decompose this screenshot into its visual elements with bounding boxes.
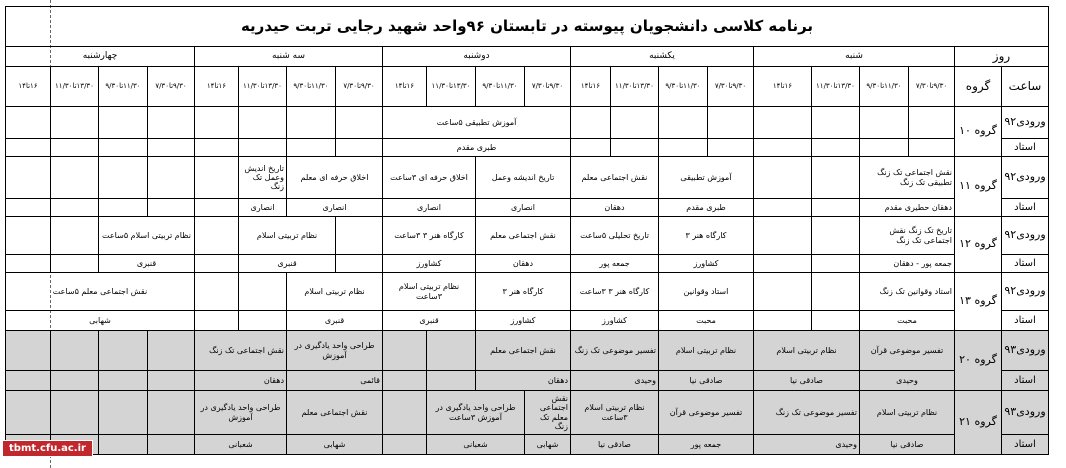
empty-cell (99, 157, 148, 199)
empty-cell (754, 199, 812, 217)
course-g21-tue-2: طراحی واحد یادگیری در آموزش (195, 391, 287, 435)
entry-g11: ورودی۹۲ (1002, 157, 1049, 199)
course-g12-mon-1: نقش اجتماعی معلم (476, 217, 571, 255)
empty-cell (99, 107, 148, 139)
empty-cell (195, 139, 239, 157)
empty-cell (51, 139, 99, 157)
empty-cell (336, 255, 383, 273)
slot-sat-4: ۱۶تا۱۴ (754, 67, 812, 107)
empty-cell (51, 157, 99, 199)
teacher-g11-sun-2: دهقان (571, 199, 659, 217)
course-g13-sun-1: استاد وقوانین (659, 273, 754, 311)
course-g20-tue-1: طراحی واحد یادگیری در آموزش (287, 331, 383, 371)
course-g13-sun-2: کارگاه هنر ۳ ۳ساعت (571, 273, 659, 311)
teacher-g11-mon-2: انصاری (383, 199, 476, 217)
group-g20: گروه ۲۰ (955, 331, 1002, 391)
course-g13-mon-1: کارگاه هنر ۳ (476, 273, 571, 311)
course-g20-tue-2: نقش اجتماعی تک زنگ (195, 331, 287, 371)
empty-cell (812, 217, 860, 255)
empty-cell (6, 331, 51, 371)
slot-mon-3: ۱۳/۳۰تا۱۱/۳۰ (427, 67, 476, 107)
empty-cell (51, 331, 99, 371)
empty-cell (611, 139, 659, 157)
empty-cell (239, 139, 287, 157)
empty-cell (708, 139, 754, 157)
empty-cell (571, 107, 611, 139)
empty-cell (51, 391, 99, 435)
course-g21-mon-2: طراحی واحد یادگیری در آموزش ۳ساعت (427, 391, 525, 435)
empty-cell (754, 217, 812, 255)
slot-tue-4: ۱۶تا۱۴ (195, 67, 239, 107)
empty-cell (99, 331, 148, 371)
day-wednesday: چهارشنبه (6, 47, 195, 67)
empty-cell (99, 139, 148, 157)
empty-cell (812, 255, 860, 273)
slot-tue-1: ۹/۳۰تا۷/۳۰ (336, 67, 383, 107)
entry-g10: ورودی۹۲ (1002, 107, 1049, 139)
slot-mon-1: ۹/۳۰تا۷/۳۰ (525, 67, 571, 107)
entry-g13: ورودی۹۲ (1002, 273, 1049, 311)
slot-mon-4: ۱۶تا۱۴ (383, 67, 427, 107)
course-g20-sat-1: تفسیر موضوعی قرآن (860, 331, 955, 371)
group-g12: گروه ۱۲ (955, 217, 1002, 273)
empty-cell (909, 107, 955, 139)
empty-cell (754, 311, 812, 331)
empty-cell (860, 139, 909, 157)
teacher-g21-sun-1: جمعه پور (659, 435, 754, 455)
course-g20-sun-1: نظام تربیتی اسلام (659, 331, 754, 371)
empty-cell (148, 107, 195, 139)
empty-cell (383, 391, 427, 435)
teacher-g20-tue-1: قائمی (287, 371, 383, 391)
empty-cell (195, 199, 239, 217)
empty-cell (909, 139, 955, 157)
time-label: ساعت (1002, 67, 1049, 107)
teacher-g12-mon-1: دهقان (476, 255, 571, 273)
entry-g12: ورودی۹۲ (1002, 217, 1049, 255)
page-title: برنامه کلاسی دانشجویان پیوسته در تابستان ۹۶واحد شهید رجایی تربت حیدریه (6, 7, 1049, 47)
empty-cell (754, 157, 812, 199)
group-g21: گروه ۲۱ (955, 391, 1002, 455)
slot-wed-2: ۱۱/۳۰تا۹/۳۰ (99, 67, 148, 107)
empty-cell (6, 107, 51, 139)
empty-cell (148, 371, 195, 391)
teacher-g21-sat-1: صادقی نیا (860, 435, 955, 455)
slot-sat-3: ۱۳/۳۰تا۱۱/۳۰ (812, 67, 860, 107)
teacher-g21-mon-1: شهابی (525, 435, 571, 455)
teacher-g20-sat-1: وحیدی (860, 371, 955, 391)
group-g11: گروه ۱۱ (955, 157, 1002, 217)
empty-cell (239, 273, 287, 311)
empty-cell (754, 139, 812, 157)
empty-cell (148, 391, 195, 435)
teacher-g13-mon-1: کشاورز (476, 311, 571, 331)
teacher-g11-sat-1: دهقان حطیری مقدم (860, 199, 955, 217)
empty-cell (195, 217, 239, 255)
empty-cell (6, 371, 51, 391)
teacher-g21-tue-1: شهابی (287, 435, 383, 455)
site-watermark: tbmt.cfu.ac.ir (2, 440, 93, 457)
teacher-g11-mon-1: انصاری (476, 199, 571, 217)
empty-cell (148, 331, 195, 371)
teacher-g12-wed-1: قنبری (99, 255, 195, 273)
course-g21-sun-1: تفسیر موضوعی قرآن (659, 391, 754, 435)
empty-cell (51, 107, 99, 139)
course-g11-sun-1: آموزش تطبیقی (659, 157, 754, 199)
entry-g20: ورودی۹۳ (1002, 331, 1049, 371)
teacher-label-g21: استاد (1002, 435, 1049, 455)
course-g11-sat-1: نقش اجتماعی تک زنگ تطبیقی تک زنگ (860, 157, 955, 199)
empty-cell (336, 139, 383, 157)
course-g10-mon: آموزش تطبیقی ۵ساعت (383, 107, 571, 139)
teacher-g20-sun-1: صادقی نیا (659, 371, 754, 391)
group-g13: گروه ۱۳ (955, 273, 1002, 331)
empty-cell (99, 391, 148, 435)
empty-cell (148, 435, 195, 455)
course-g20-sun-2: تفسیر موضوعی تک زنگ (571, 331, 659, 371)
empty-cell (6, 199, 51, 217)
course-g20-mon-1: نقش اجتماعی معلم (476, 331, 571, 371)
empty-cell (659, 139, 708, 157)
empty-cell (99, 199, 148, 217)
group-label: گروه (955, 67, 1002, 107)
slot-wed-4: ۱۶تا۱۴ (6, 67, 51, 107)
teacher-g20-mon-1: دهقان (476, 371, 571, 391)
teacher-g12-mon-2: کشاورز (383, 255, 476, 273)
empty-cell (6, 139, 51, 157)
slot-wed-3: ۱۳/۳۰تا۱۱/۳۰ (51, 67, 99, 107)
empty-cell (708, 107, 754, 139)
teacher-label-g20: استاد (1002, 371, 1049, 391)
teacher-g13-mon-2: قنبری (383, 311, 476, 331)
empty-cell (754, 107, 812, 139)
empty-cell (427, 371, 476, 391)
empty-cell (336, 217, 383, 255)
empty-cell (427, 331, 476, 371)
teacher-label-g11: استاد (1002, 199, 1049, 217)
entry-g21: ورودی۹۳ (1002, 391, 1049, 435)
course-g11-mon-2: اخلاق حرفه ای ۳ساعت (383, 157, 476, 199)
empty-cell (195, 255, 239, 273)
empty-cell (383, 371, 427, 391)
teacher-label-g12: استاد (1002, 255, 1049, 273)
empty-cell (195, 157, 239, 199)
empty-cell (812, 199, 860, 217)
empty-cell (336, 107, 383, 139)
slot-sun-1: ۹/۳۰تا۷/۳۰ (708, 67, 754, 107)
course-g12-sat-1: تاریخ تک زنگ نقش اجتماعی تک زنگ (860, 217, 955, 255)
slot-tue-3: ۱۳/۳۰تا۱۱/۳۰ (239, 67, 287, 107)
course-g11-tue-1: اخلاق حرفه ای معلم (287, 157, 383, 199)
course-g21-sun-2: نظام تربیتی اسلام ۳ساعت (571, 391, 659, 435)
course-g21-sat-2: تفسیر موضوعی تک زنگ (754, 391, 860, 435)
empty-cell (754, 273, 812, 311)
teacher-g12-sun-2: جمعه پور (571, 255, 659, 273)
teacher-g20-tue-2: دهقان (195, 371, 287, 391)
teacher-g20-sat-2: صادقی نیا (754, 371, 860, 391)
empty-cell (195, 273, 239, 311)
course-g21-mon-1: نقش اجتماعی معلم تک زنگ (525, 391, 571, 435)
teacher-g13-sun-2: کشاورز (571, 311, 659, 331)
slot-wed-1: ۹/۳۰تا۷/۳۰ (148, 67, 195, 107)
day-sunday: یکشنبه (571, 47, 754, 67)
slot-sat-1: ۹/۳۰تا۷/۳۰ (909, 67, 955, 107)
teacher-g11-tue-2: انصاری (239, 199, 287, 217)
group-g10: گروه ۱۰ (955, 107, 1002, 157)
teacher-g21-mon-2: شعبانی (427, 435, 525, 455)
empty-cell (383, 435, 427, 455)
course-g13-wed-1: نقش اجتماعی معلم ۵ساعت (6, 273, 195, 311)
empty-cell (239, 107, 287, 139)
teacher-g21-tue-2: شعبانی (195, 435, 287, 455)
empty-cell (6, 391, 51, 435)
empty-cell (99, 371, 148, 391)
empty-cell (287, 107, 336, 139)
day-label: روز (955, 47, 1049, 67)
empty-cell (383, 331, 427, 371)
empty-cell (148, 139, 195, 157)
schedule-table (5, 6, 1049, 455)
empty-cell (812, 107, 860, 139)
course-g20-sat-2: نظام تربیتی اسلام (754, 331, 860, 371)
empty-cell (6, 217, 51, 255)
course-g21-sat-1: نظام تربیتی اسلام (860, 391, 955, 435)
empty-cell (571, 139, 611, 157)
empty-cell (611, 107, 659, 139)
teacher-g21-sat-2: وحیدی (754, 435, 860, 455)
empty-cell (148, 157, 195, 199)
slot-mon-2: ۱۱/۳۰تا۹/۳۰ (476, 67, 525, 107)
empty-cell (754, 255, 812, 273)
teacher-g11-sun-1: طبری مقدم (659, 199, 754, 217)
course-g11-mon-1: تاریخ اندیشه وعمل (476, 157, 571, 199)
teacher-g12-sun-1: کشاورز (659, 255, 754, 273)
teacher-g13-sat-1: محبت (860, 311, 955, 331)
course-g12-mon-2: کارگاه هنر ۳ ۳ساعت (383, 217, 476, 255)
empty-cell (6, 157, 51, 199)
course-g13-tue-1: نظام تربیتی اسلام (287, 273, 383, 311)
teacher-g20-sun-2: وحیدی (571, 371, 659, 391)
teacher-g13-wed-1: شهابی (6, 311, 195, 331)
course-g21-tue-1: نقش اجتماعی معلم (287, 391, 383, 435)
empty-cell (812, 311, 860, 331)
course-g12-sun-2: تاریخ تحلیلی ۵ساعت (571, 217, 659, 255)
course-g12-sun-1: کارگاه هنر ۳ (659, 217, 754, 255)
course-g11-tue-2: تاریخ اندیش وعمل تک زنگ (239, 157, 287, 199)
day-tuesday: سه شنبه (195, 47, 383, 67)
course-g12-wed-1: نظام تربیتی اسلام ۵ساعت (99, 217, 195, 255)
empty-cell (287, 139, 336, 157)
course-g13-mon-2: نظام تربیتی اسلام ۳ساعت (383, 273, 476, 311)
teacher-label-g13: استاد (1002, 311, 1049, 331)
empty-cell (860, 107, 909, 139)
day-monday: دوشنبه (383, 47, 571, 67)
empty-cell (195, 311, 239, 331)
empty-cell (659, 107, 708, 139)
teacher-g12-tue-1: قنبری (239, 255, 336, 273)
slot-sun-3: ۱۳/۳۰تا۱۱/۳۰ (611, 67, 659, 107)
teacher-g13-tue-1: قنبری (287, 311, 383, 331)
slot-sun-4: ۱۶تا۱۴ (571, 67, 611, 107)
day-saturday: شنبه (754, 47, 955, 67)
empty-cell (148, 199, 195, 217)
slot-sun-2: ۱۱/۳۰تا۹/۳۰ (659, 67, 708, 107)
empty-cell (51, 199, 99, 217)
empty-cell (51, 255, 99, 273)
teacher-g10-mon: طبری مقدم (383, 139, 571, 157)
empty-cell (239, 311, 287, 331)
empty-cell (812, 139, 860, 157)
teacher-g13-sun-1: محبت (659, 311, 754, 331)
course-g12-tue-1: نظام تربیتی اسلام (239, 217, 336, 255)
teacher-g11-tue-1: انصاری (287, 199, 383, 217)
slot-sat-2: ۱۱/۳۰تا۹/۳۰ (860, 67, 909, 107)
teacher-label-g10: استاد (1002, 139, 1049, 157)
empty-cell (51, 371, 99, 391)
course-g13-sat-1: استاد وقوانین تک زنگ (860, 273, 955, 311)
empty-cell (51, 217, 99, 255)
empty-cell (6, 255, 51, 273)
slot-tue-2: ۱۱/۳۰تا۹/۳۰ (287, 67, 336, 107)
teacher-g12-sat-1: جمعه پور - دهقان (860, 255, 955, 273)
teacher-g21-sun-2: صادقی نیا (571, 435, 659, 455)
course-g11-sun-2: نقش اجتماعی معلم (571, 157, 659, 199)
empty-cell (812, 273, 860, 311)
empty-cell (812, 157, 860, 199)
empty-cell (195, 107, 239, 139)
empty-cell (99, 435, 148, 455)
